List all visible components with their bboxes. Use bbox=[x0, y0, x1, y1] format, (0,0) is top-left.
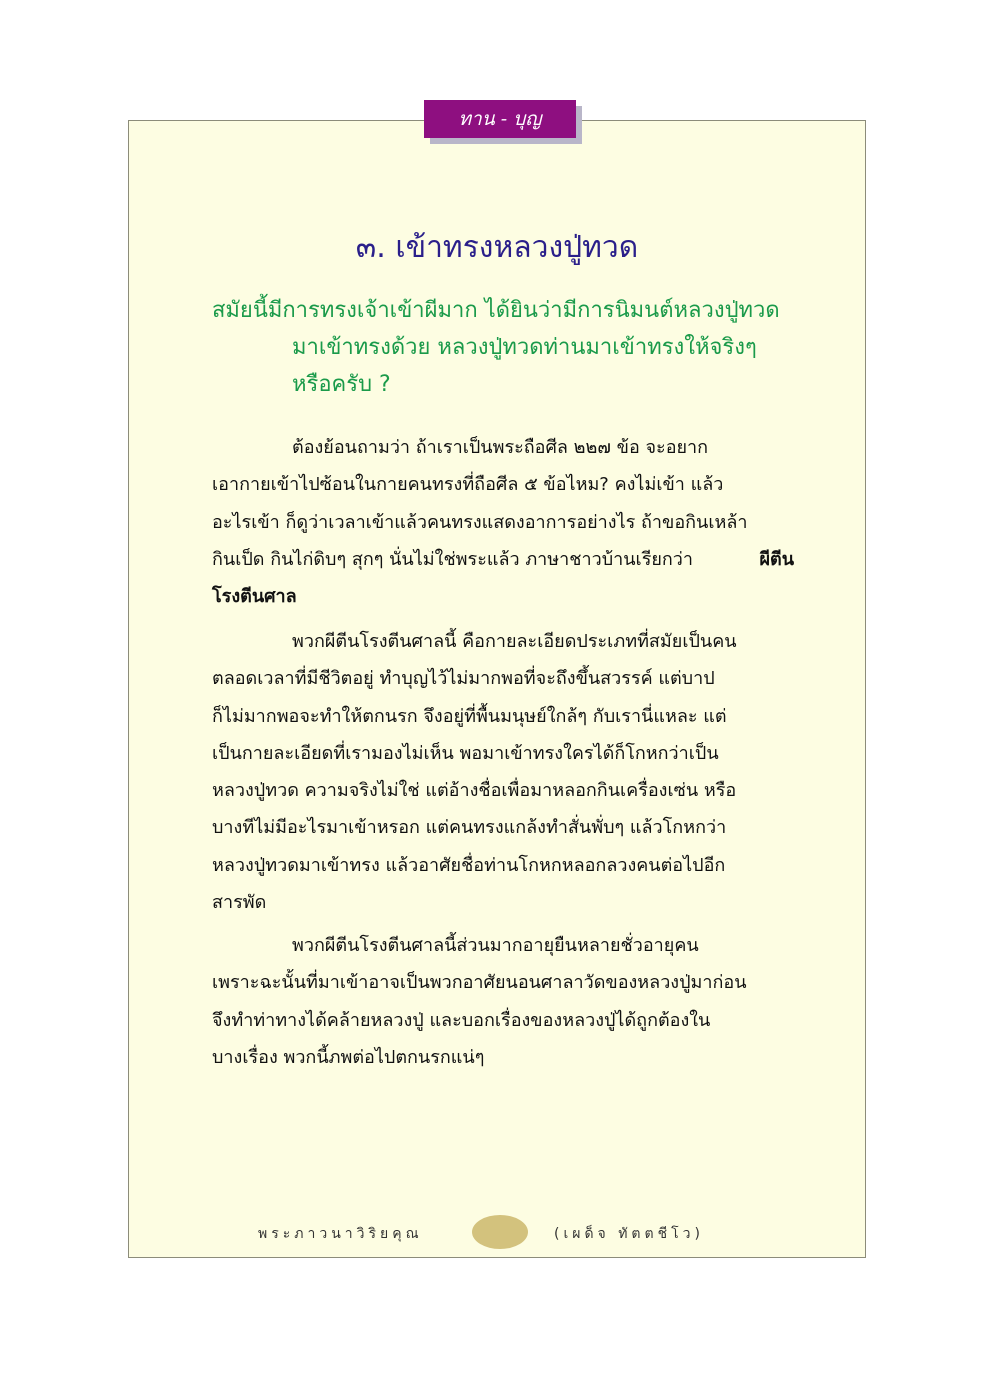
question-line: สมัยนี้มีการทรงเจ้าเข้าผีมาก ได้ยินว่ามีการนิมนต์หลวงปู่ทวด bbox=[212, 298, 780, 323]
text-line bbox=[212, 735, 794, 772]
text-span: เอากายเข้าไปซ้อนในกายคนทรงที่ถือศีล ๕ ข้อไหม? คงไม่เข้า แล้ว bbox=[212, 474, 724, 496]
text-line bbox=[212, 964, 794, 1001]
header-tab: ทาน - บุญ bbox=[424, 100, 576, 138]
text-line bbox=[212, 1002, 794, 1039]
text-span: หลวงปู่ทวด ความจริงไม่ใช่ แต่อ้างชื่อเพื่อมาหลอกกินเครื่องเซ่น หรือ bbox=[212, 780, 737, 802]
paragraph-2 bbox=[212, 623, 794, 921]
text-span: เป็นกายละเอียดที่เรามองไม่เห็น พอมาเข้าทรงใครได้ก็โกหกว่าเป็น bbox=[212, 742, 719, 764]
text-span: พวกผีตีนโรงตีนศาลนี้ส่วนมากอายุยืนหลายชั่วอายุคน bbox=[292, 935, 699, 956]
text-span: บางเรื่อง พวกนี้ภพต่อไปตกนรกแน่ๆ bbox=[212, 1046, 485, 1068]
text-span: พวกผีตีนโรงตีนศาลนี้ คือกายละเอียดประเภทที่สมัยเป็นคน bbox=[292, 631, 737, 652]
question-line: หรือครับ ? bbox=[292, 372, 391, 397]
text-line bbox=[212, 660, 794, 697]
text-line bbox=[212, 809, 794, 846]
paragraph-1 bbox=[212, 429, 794, 615]
bold-term: ผีตีน bbox=[759, 548, 794, 570]
text-span: ตลอดเวลาที่มีชีวิตอยู่ ทำบุญไว้ไม่มากพอที่จะถึงขึ้นสวรรค์ แต่บาป bbox=[212, 668, 715, 690]
text-span: ก็ไม่มากพอจะทำให้ตกนรก จึงอยู่ที่พื้นมนุษย์ใกล้ๆ กับเรานี่แหละ แต่ bbox=[212, 705, 727, 727]
text-span: สารพัด bbox=[212, 892, 267, 914]
text-line bbox=[212, 623, 794, 660]
text-span: บางทีไม่มีอะไรมาเข้าหรอก แต่คนทรงแกล้งทำสั่นพั่บๆ แล้วโกหกว่า bbox=[212, 817, 727, 839]
text-line bbox=[212, 847, 794, 884]
text-span: อะไรเข้า ก็ดูว่าเวลาเข้าแล้วคนทรงแสดงอาการอย่างไร ถ้าขอกินเหล้า bbox=[212, 511, 748, 533]
text-line bbox=[212, 927, 794, 964]
text-line bbox=[212, 429, 794, 466]
text-line bbox=[212, 1039, 794, 1076]
text-span: จึงทำท่าทางได้คล้ายหลวงปู่ และบอกเรื่องของหลวงปู่ได้ถูกต้องใน bbox=[212, 1009, 711, 1031]
page-footer bbox=[128, 1215, 866, 1251]
text-line bbox=[212, 772, 794, 809]
text-line bbox=[212, 466, 794, 503]
text-line bbox=[212, 884, 794, 921]
text-span: ต้องย้อนถามว่า ถ้าเราเป็นพระถือศีล ๒๒๗ ข้อ จะอยาก bbox=[292, 437, 709, 458]
bold-term: โรงตีนศาล bbox=[212, 586, 297, 608]
text-line bbox=[212, 541, 794, 578]
question-block bbox=[212, 292, 812, 403]
text-line bbox=[212, 698, 794, 735]
footer-author: พระภาวนาวิริยคุณ bbox=[258, 1226, 423, 1242]
chapter-title: ๓. เข้าทรงหลวงปู่ทวด bbox=[355, 230, 639, 265]
text-span: หลวงปู่ทวดมาเข้าทรง แล้วอาศัยชื่อท่านโกหกหลอกลวงคนต่อไปอีก bbox=[212, 854, 726, 876]
text-line bbox=[212, 578, 794, 615]
paragraph-3 bbox=[212, 927, 794, 1076]
question-line: มาเข้าทรงด้วย หลวงปู่ทวดท่านมาเข้าทรงให้จริงๆ bbox=[292, 335, 757, 360]
page-number-oval bbox=[472, 1215, 528, 1249]
text-span: กินเป็ด กินไก่ดิบๆ สุกๆ นั่นไม่ใช่พระแล้ว ภาษาชาวบ้านเรียกว่า bbox=[212, 548, 694, 570]
text-line bbox=[212, 504, 794, 541]
text-span: เพราะฉะนั้นที่มาเข้าอาจเป็นพวกอาศัยนอนศาลาวัดของหลวงปู่มาก่อน bbox=[212, 972, 747, 994]
footer-author-name: (เผด็จ ทัตตชีโว) bbox=[554, 1226, 704, 1242]
